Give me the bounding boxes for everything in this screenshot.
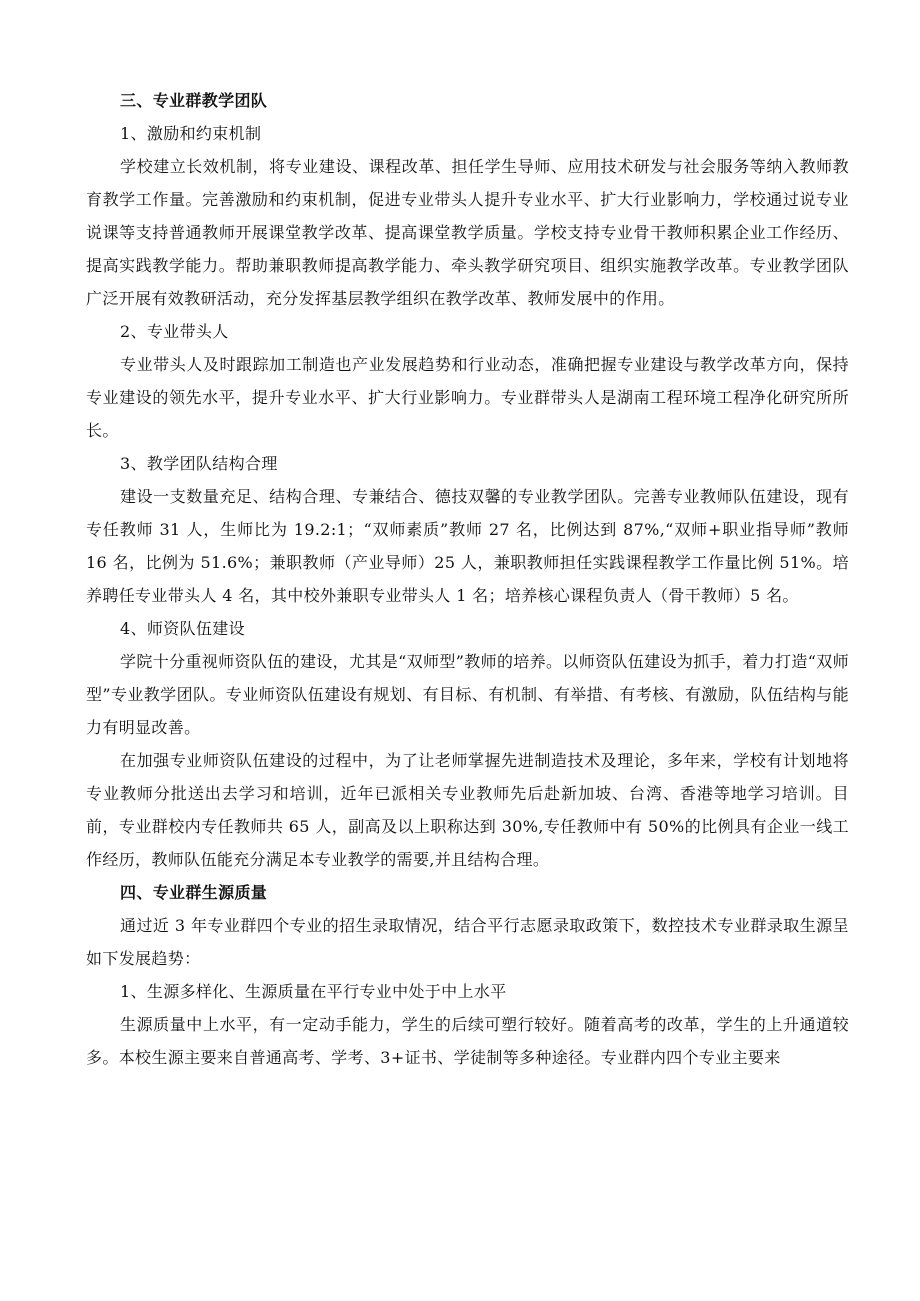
subheading-4-1: 1、生源多样化、生源质量在平行专业中处于中上水平 [120,982,507,1001]
paragraph-3-2: 专业带头人及时跟踪加工制造也产业发展趋势和行业动态，准确把握专业建设与教学改革方向，保持专业建设的领先水平，提升专业水平、扩大行业影响力。专业群带头人是湖南工程环境工程净化研究所所长。 [86,355,849,440]
subheading-3-4: 4、师资队伍建设 [120,619,245,638]
paragraph-3-3: 建设一支数量充足、结构合理、专兼结合、德技双馨的专业教学团队。完善专业教师队伍建设，现有专任教师 31 人，生师比为 19.2:1；“双师素质”教师 27 名，比例达到 87%,“双师+职业指导师”教师 16 名，比例为 51.6%；兼职教师（产业导师）25 人，兼职教师担任实践课程教学工作量比例 51%。培养聘任专业带头人 4 名，其中校外兼职专业带头人 1 名；培养核心课程负责人（骨干教师）5 名。 [86,487,849,605]
subheading-3-1: 1、激励和约束机制 [120,124,262,143]
paragraph-4-1: 生源质量中上水平，有一定动手能力，学生的后续可塑行较好。随着高考的改革，学生的上升通道较多。本校生源主要来自普通高考、学考、3+证书、学徒制等多种途径。专业群内四个专业主要来 [86,1015,849,1067]
paragraph-3-1: 学校建立长效机制，将专业建设、课程改革、担任学生导师、应用技术研发与社会服务等纳入教师教育教学工作量。完善激励和约束机制，促进专业带头人提升专业水平、扩大行业影响力，学校通过说专业说课等支持普通教师开展课堂教学改革、提高课堂教学质量。学校支持专业骨干教师积累企业工作经历、提高实践教学能力。帮助兼职教师提高教学能力、牵头教学研究项目、组织实施教学改革。专业教学团队广泛开展有效教研活动，充分发挥基层教学组织在教学改革、教师发展中的作用。 [86,157,849,308]
paragraph-3-4-b: 在加强专业师资队伍建设的过程中，为了让老师掌握先进制造技术及理论，多年来，学校有计划地将专业教师分批送出去学习和培训，近年已派相关专业教师先后赴新加坡、台湾、香港等地学习培训。目前，专业群校内专任教师共 65 人，副高及以上职称达到 30%,专任教师中有 50%的比例具有企业一线工作经历，教师队伍能充分满足本专业教学的需要,并且结构合理。 [86,751,849,869]
document-page [86,84,849,1074]
subheading-3-3: 3、教学团队结构合理 [120,454,278,473]
paragraph-3-4-a: 学院十分重视师资队伍的建设，尤其是“双师型”教师的培养。以师资队伍建设为抓手，着力打造“双师型”专业教学团队。专业师资队伍建设有规划、有目标、有机制、有举措、有考核、有激励，队伍结构与能力有明显改善。 [86,652,849,737]
subheading-3-2: 2、专业带头人 [120,322,229,341]
section-heading-3: 三、专业群教学团队 [120,91,268,110]
paragraph-4-intro: 通过近 3 年专业群四个专业的招生录取情况，结合平行志愿录取政策下，数控技术专业群录取生源呈如下发展趋势： [86,916,849,968]
section-heading-4: 四、专业群生源质量 [120,883,268,902]
